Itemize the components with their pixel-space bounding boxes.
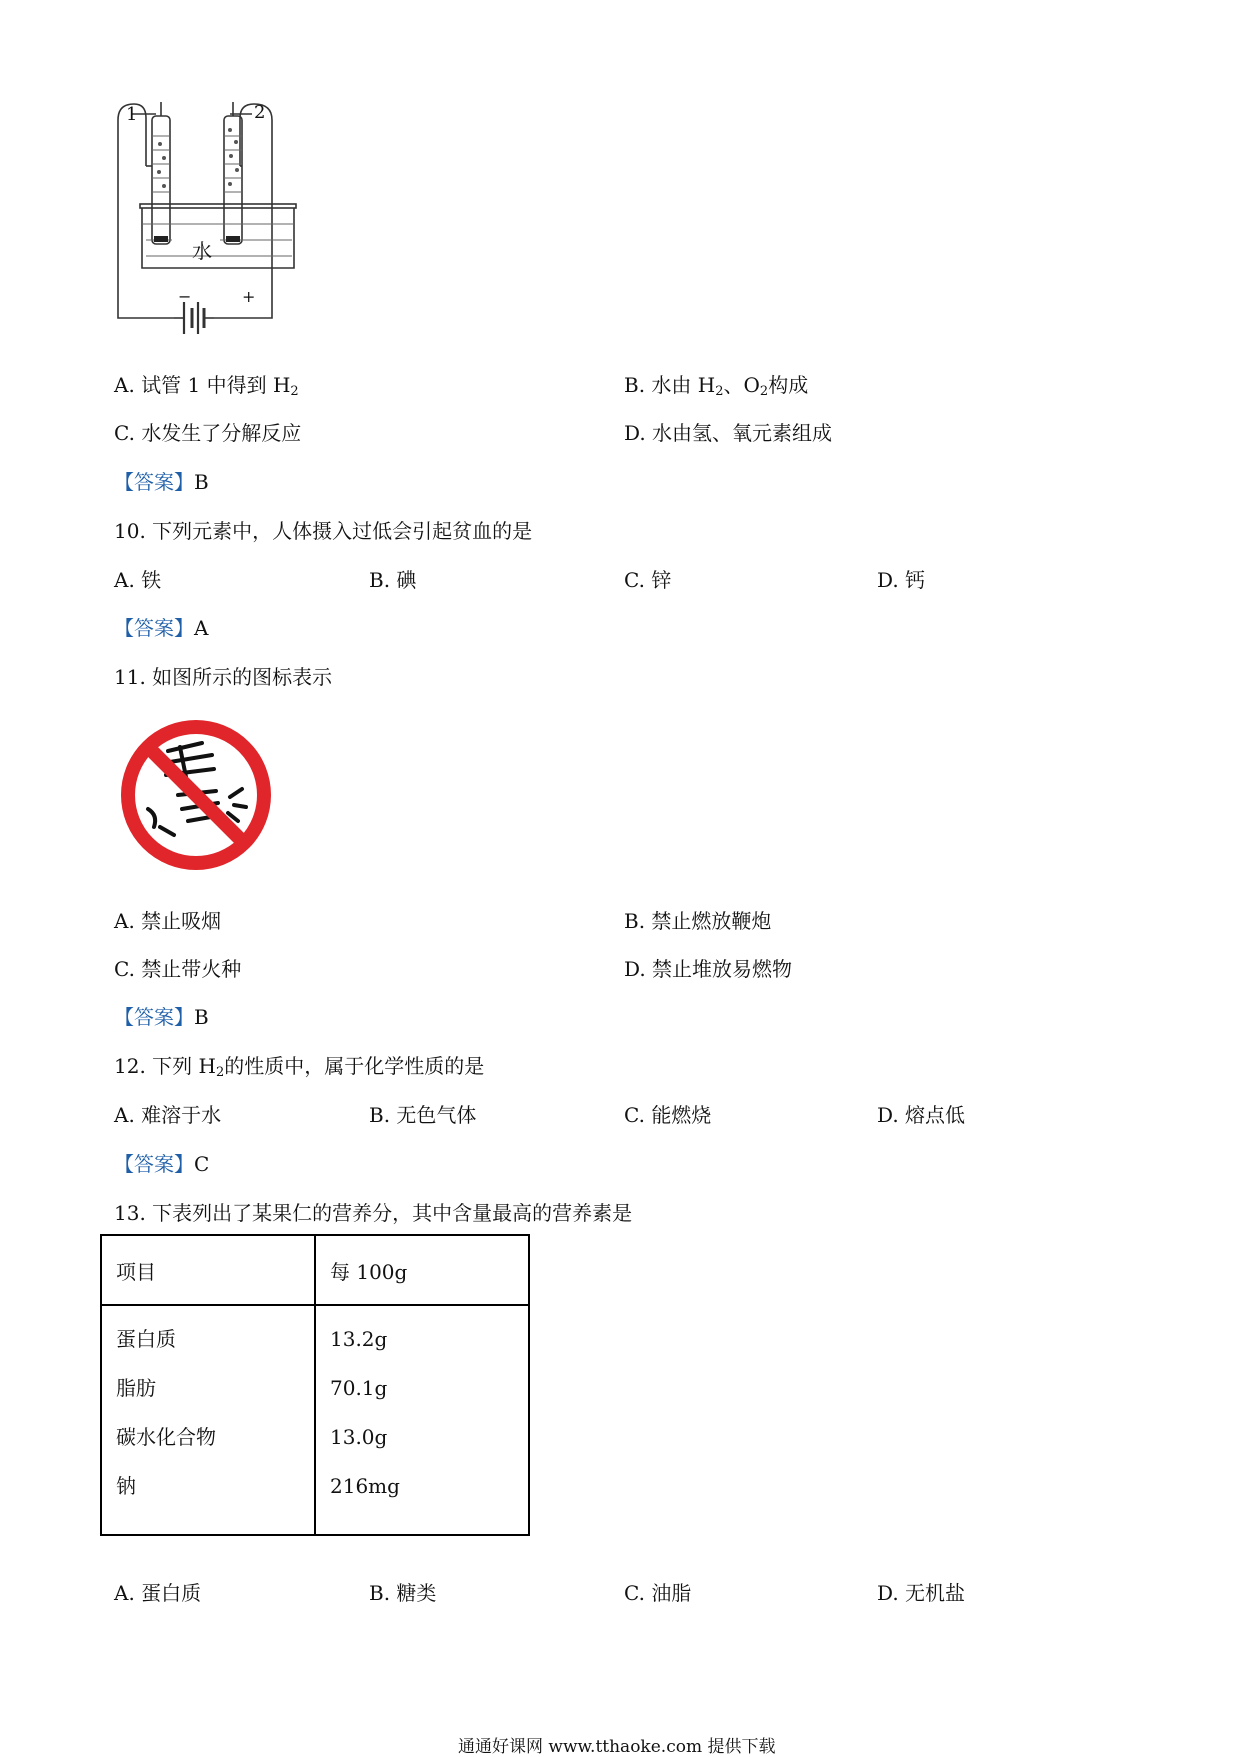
- answer-value: B: [194, 470, 209, 494]
- option-letter: C.: [624, 1581, 645, 1605]
- option-letter: A.: [114, 1581, 135, 1605]
- answer-label: 【答案】: [114, 1005, 194, 1029]
- option-letter: D.: [624, 421, 646, 445]
- option-text-part: 、O: [723, 373, 760, 397]
- option-text: 钙: [905, 568, 926, 592]
- q12-option-b: [369, 1099, 476, 1128]
- q13-option-c: [624, 1577, 691, 1606]
- q9-option-c: [114, 417, 301, 446]
- tube1-label: 1: [126, 104, 138, 125]
- option-text: [651, 373, 808, 397]
- option-text: 禁止堆放易燃物: [652, 957, 793, 981]
- answer-label: 【答案】: [114, 1152, 194, 1176]
- option-text: 禁止燃放鞭炮: [651, 909, 772, 933]
- answer-value: C: [194, 1152, 210, 1176]
- q9-option-a: [114, 369, 299, 399]
- option-letter: B.: [369, 1103, 391, 1127]
- option-letter: B.: [369, 1581, 391, 1605]
- option-text-part: 水由 H: [651, 373, 716, 397]
- answer-value: A: [194, 616, 209, 640]
- q12-answer: [114, 1148, 209, 1177]
- q11-answer: [114, 1001, 209, 1030]
- q11-option-b: [624, 905, 771, 934]
- option-text: 能燃烧: [651, 1103, 712, 1127]
- q11-option-c: [114, 953, 241, 982]
- q13-option-a: [114, 1577, 201, 1606]
- q10-option-b: [369, 564, 416, 593]
- option-text: 无色气体: [396, 1103, 477, 1127]
- option-text: 熔点低: [905, 1103, 966, 1127]
- option-text: 水发生了分解反应: [141, 421, 302, 445]
- q13-option-b: [369, 1577, 436, 1606]
- nutrition-table: [100, 1234, 530, 1536]
- table-header-cell: 每 100g: [315, 1235, 529, 1305]
- q11-stem: 11. 如图所示的图标表示: [114, 665, 333, 689]
- q9-option-b: [624, 369, 808, 399]
- option-letter: A.: [114, 373, 135, 397]
- q9-answer: [114, 466, 209, 495]
- minus-label: −: [178, 287, 192, 306]
- subscript: 2: [290, 384, 299, 399]
- table-header-cell: 项目: [101, 1235, 315, 1305]
- q10-answer: [114, 612, 208, 641]
- table-body-row: [101, 1305, 529, 1535]
- option-letter: B.: [369, 568, 391, 592]
- stem-text-part: 的性质中，属于化学性质的是: [224, 1054, 485, 1078]
- water-label: 水: [192, 239, 212, 263]
- option-letter: A.: [114, 1103, 135, 1127]
- option-text: 碘: [396, 568, 417, 592]
- q12-option-d: [877, 1099, 965, 1128]
- option-text: 水由氢、氧元素组成: [652, 421, 833, 445]
- subscript: 2: [715, 384, 724, 399]
- q12-stem: [114, 1050, 484, 1080]
- table-cell: 13.2g: [330, 1327, 388, 1351]
- option-text-part: 试管 1 中得到 H: [141, 373, 291, 397]
- option-letter: D.: [877, 1103, 899, 1127]
- q10-option-d: [877, 564, 925, 593]
- option-text: 禁止带火种: [141, 957, 242, 981]
- answer-label: 【答案】: [114, 616, 194, 640]
- q12-option-a: [114, 1099, 221, 1128]
- table-cell-items: [101, 1305, 315, 1535]
- table-cell: 216mg: [330, 1474, 400, 1498]
- q10-stem: 10. 下列元素中，人体摄入过低会引起贫血的是: [114, 519, 533, 543]
- option-letter: D.: [877, 568, 899, 592]
- stem-text-part: 12. 下列 H: [114, 1054, 216, 1078]
- table-cell: 钠: [116, 1474, 136, 1498]
- tube2-label: 2: [254, 102, 266, 123]
- table-cell: 13.0g: [330, 1425, 388, 1449]
- option-letter: C.: [114, 421, 135, 445]
- table-cell: 蛋白质: [116, 1327, 176, 1351]
- option-text: 糖类: [396, 1581, 437, 1605]
- table-cell: 脂肪: [116, 1376, 156, 1400]
- q12-option-c: [624, 1099, 711, 1128]
- table-header-row: [101, 1235, 529, 1305]
- option-text: [141, 373, 299, 397]
- option-letter: A.: [114, 568, 135, 592]
- option-letter: B.: [624, 909, 646, 933]
- option-text: 难溶于水: [141, 1103, 222, 1127]
- q13-option-d: [877, 1577, 965, 1606]
- option-text-part: 构成: [768, 373, 809, 397]
- option-text: 禁止吸烟: [141, 909, 222, 933]
- table-cell-values: [315, 1305, 529, 1535]
- q11-option-a: [114, 905, 221, 934]
- q11-option-d: [624, 953, 792, 982]
- option-letter: C.: [114, 957, 135, 981]
- option-text: 油脂: [651, 1581, 692, 1605]
- no-firecrackers-sign-icon: [118, 717, 274, 873]
- plus-label: +: [242, 287, 256, 306]
- option-text: 蛋白质: [141, 1581, 202, 1605]
- subscript: 2: [215, 1065, 225, 1080]
- option-text: 无机盐: [905, 1581, 966, 1605]
- answer-label: 【答案】: [114, 470, 194, 494]
- answer-value: B: [194, 1005, 209, 1029]
- q10-option-c: [624, 564, 671, 593]
- option-letter: C.: [624, 1103, 645, 1127]
- table-cell: 70.1g: [330, 1376, 388, 1400]
- option-text: 锌: [651, 568, 672, 592]
- option-text: 铁: [141, 568, 162, 592]
- option-letter: A.: [114, 909, 135, 933]
- option-letter: B.: [624, 373, 646, 397]
- page-footer: 通通好课网 www.tthaoke.com 提供下载: [458, 1737, 776, 1757]
- electrolysis-apparatus-figure: [112, 100, 312, 350]
- q13-stem: 13. 下表列出了某果仁的营养分，其中含量最高的营养素是: [114, 1201, 633, 1225]
- option-letter: D.: [877, 1581, 899, 1605]
- option-letter: D.: [624, 957, 646, 981]
- table-cell: 碳水化合物: [116, 1425, 216, 1449]
- subscript: 2: [759, 384, 769, 399]
- option-letter: C.: [624, 568, 645, 592]
- q9-option-d: [624, 417, 832, 446]
- q10-option-a: [114, 564, 161, 593]
